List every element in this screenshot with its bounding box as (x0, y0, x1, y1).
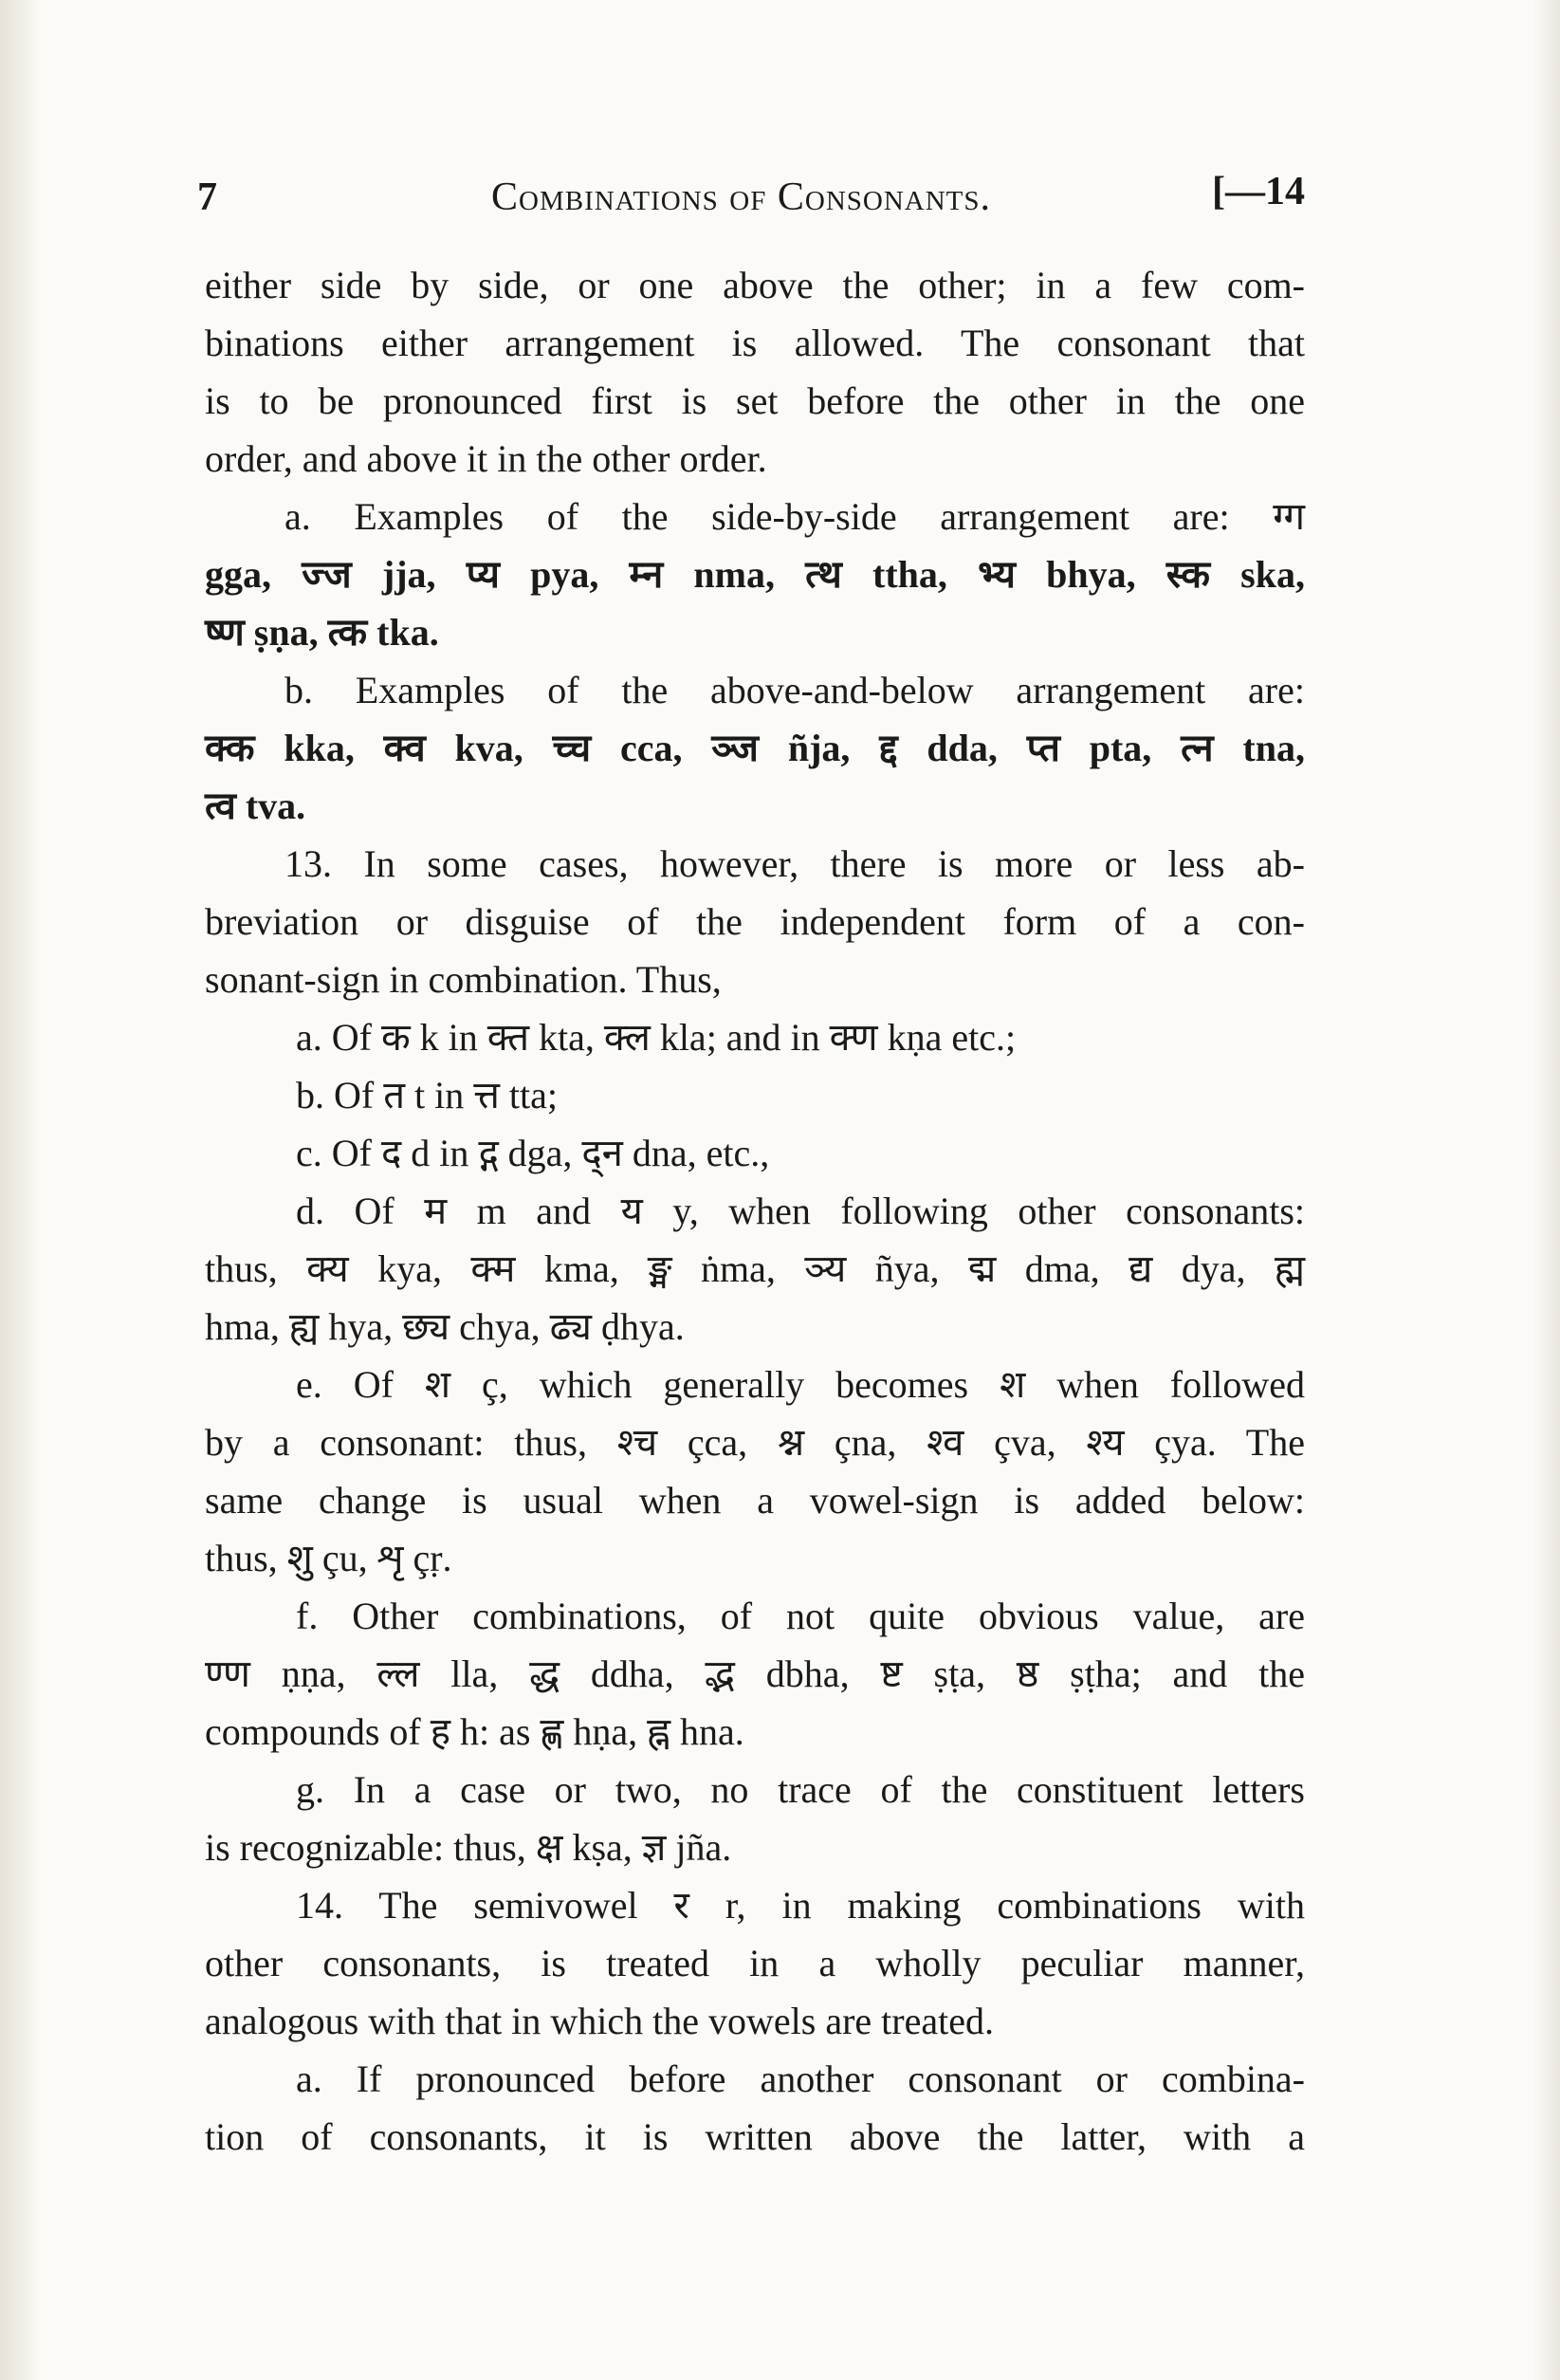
running-title: Combinations of Consonants. (491, 175, 992, 219)
page-edge-shadow (1533, 0, 1560, 2380)
text-line: g. In a case or two, no trace of the constituent letters (296, 1768, 1305, 1811)
text-line: either side by side, or one above the other; in a few com- (205, 264, 1305, 306)
text-line: c. Of द d in द्ग dga, द्न dna, etc., (296, 1132, 770, 1174)
text-line: ष्ण ṣṇa, त्क tka. (205, 611, 439, 654)
text-line: a. If pronounced before another consonant or combina- (296, 2057, 1305, 2100)
text-line: e. Of श ç, which generally becomes श when followed (296, 1363, 1305, 1406)
text-line: 13. In some cases, however, there is more or less ab- (284, 842, 1305, 885)
text-line: क्क kka, क्व kva, च्च cca, ञ्ज ñja, द्द dda, प्त pta, त्न tna, (205, 727, 1305, 769)
text-line: a. Examples of the side-by-side arrangement are: ग्ग (284, 495, 1305, 538)
text-line: tion of consonants, it is written above the latter, with a (205, 2115, 1305, 2158)
page-number: 7 (197, 175, 217, 219)
body-text (205, 256, 1305, 2166)
running-header (197, 169, 1305, 226)
text-line: analogous with that in which the vowels are treated. (205, 2000, 994, 2042)
text-line: ण्ण ṇṇa, ल्ल lla, द्ध ddha, द्भ dbha, ष्ट ṣṭa, ष्ठ ṣṭha; and the (205, 1652, 1305, 1695)
text-line: is to be pronounced first is set before the other in the one (205, 379, 1305, 422)
text-line: त्व tva. (205, 784, 306, 827)
section-range: [—14 (1212, 170, 1305, 213)
text-line: breviation or disguise of the independent form of a con- (205, 900, 1305, 943)
text-line: is recognizable: thus, क्ष kṣa, ज्ञ jña. (205, 1826, 732, 1869)
text-line: compounds of ह h: as ह्ण hṇa, ह्न hna. (205, 1710, 744, 1753)
text-line: thus, क्य kya, क्म kma, ङ्म ṅma, ञ्य ñya, द्म dma, द्य dya, ह्म (205, 1247, 1305, 1290)
text-line: gga, ज्ज jja, प्य pya, म्न nma, त्थ ttha, भ्य bhya, स्क ska, (205, 553, 1305, 596)
text-line: b. Examples of the above-and-below arrangement are: (284, 669, 1305, 711)
text-line: a. Of क k in क्त kta, क्ल kla; and in क्ण kṇa etc.; (296, 1016, 1017, 1059)
text-line: d. Of म m and य y, when following other consonants: (296, 1190, 1305, 1232)
text-line: thus, शु çu, शृ çṛ. (205, 1537, 452, 1579)
text-line: sonant-sign in combination. Thus, (205, 958, 722, 1001)
text-line: order, and above it in the other order. (205, 437, 767, 480)
text-line: same change is usual when a vowel-sign is added below: (205, 1479, 1305, 1522)
text-line: b. Of त t in त्त tta; (296, 1074, 558, 1116)
text-line: f. Other combinations, of not quite obvious value, are (296, 1595, 1305, 1637)
text-line: 14. The semivowel र r, in making combinations with (296, 1884, 1305, 1927)
text-line: by a consonant: thus, श्च çca, श्न çna, श्व çva, श्य çya. The (205, 1421, 1305, 1464)
text-line: hma, ह्य hya, छ्य chya, ढ्य ḍhya. (205, 1305, 685, 1348)
text-line: binations either arrangement is allowed. The consonant that (205, 322, 1305, 364)
page-gutter-shadow (0, 0, 40, 2380)
text-line: other consonants, is treated in a wholly peculiar manner, (205, 1942, 1305, 1984)
